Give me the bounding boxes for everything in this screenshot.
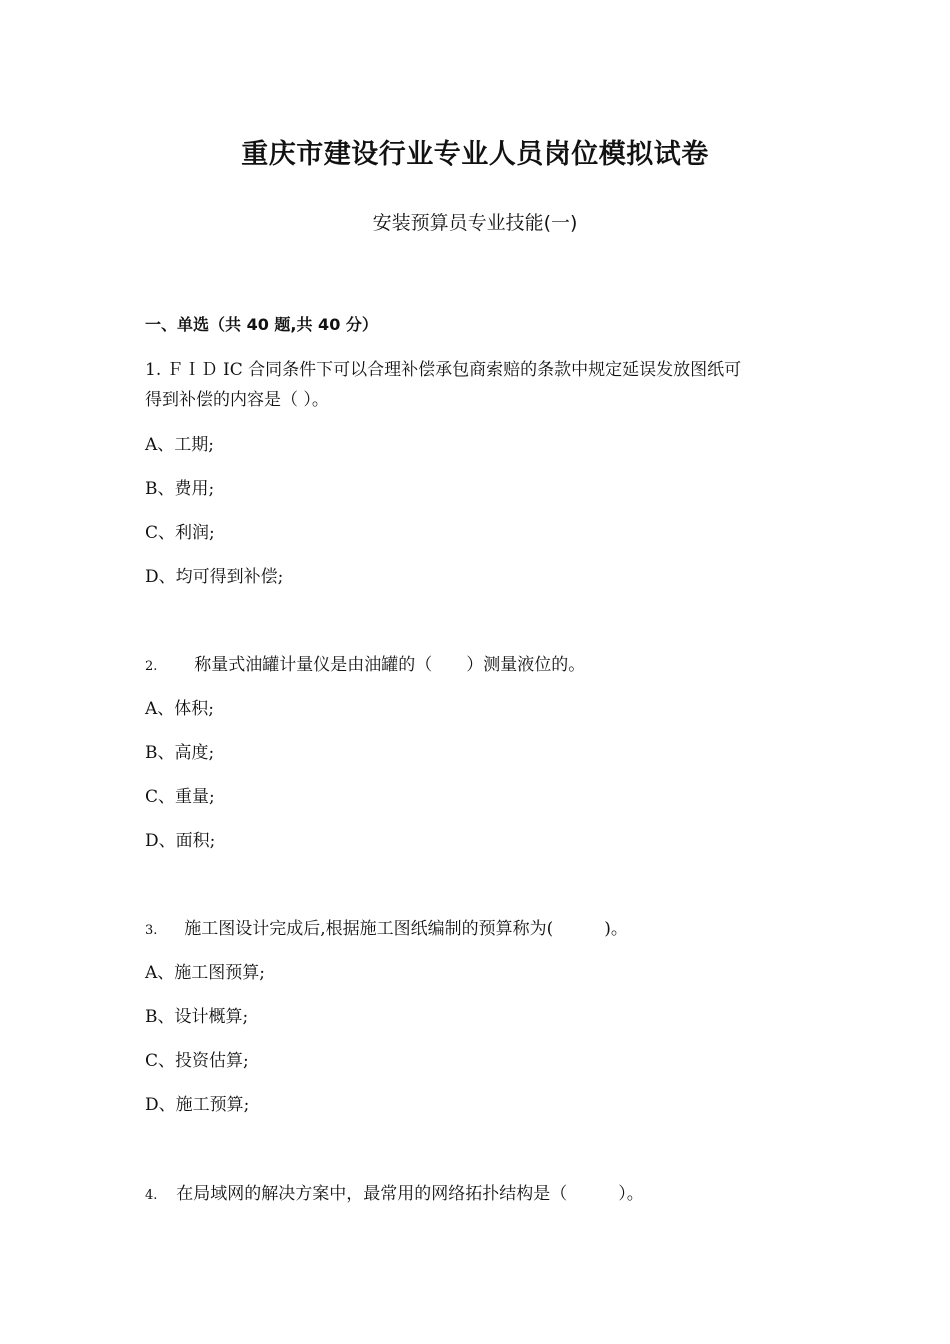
question-4-stem [145,1179,644,1204]
question-3-text: 施工图设计完成后,根据施工图纸编制的预算称为( )。 [184,919,628,939]
question-1-option-a: A、工期; [145,435,215,455]
question-1-option-b: B、费用; [145,479,215,499]
question-1-option-c: C、利润; [145,523,215,543]
question-2-number: 2. [145,659,158,674]
question-3-option-d: D、施工预算; [145,1095,250,1115]
question-2-option-b: B、高度; [145,743,215,763]
question-2-option-a: A、体积; [145,699,215,719]
question-1-line-2: 得到补偿的内容是（ ）。 [145,390,329,410]
question-1-line-1: 1. ＦＩＤ IC 合同条件下可以合理补偿承包商索赔的条款中规定延误发放图纸可 [145,360,742,380]
question-1-option-d: D、均可得到补偿; [145,567,284,587]
question-4-text: 在局域网的解决方案中，最常用的网络拓扑结构是（ ）。 [176,1184,644,1204]
question-3-stem [145,914,628,939]
section-heading: 一、单选（共 40 题,共 40 分） [145,315,378,334]
question-3-option-c: C、投资估算; [145,1051,249,1071]
question-2-option-d: D、面积; [145,831,216,851]
question-2-text: 称量式油罐计量仪是由油罐的（ ）测量液位的。 [194,655,586,675]
document-title: 重庆市建设行业专业人员岗位模拟试卷 [241,139,709,170]
question-3-number: 3. [145,923,158,938]
question-2-stem [145,650,585,675]
question-3-option-b: B、设计概算; [145,1007,249,1027]
question-4-number: 4. [145,1188,158,1203]
document-subtitle: 安装预算员专业技能(一) [372,212,578,234]
question-3-option-a: A、施工图预算; [145,963,266,983]
question-2-option-c: C、重量; [145,787,215,807]
